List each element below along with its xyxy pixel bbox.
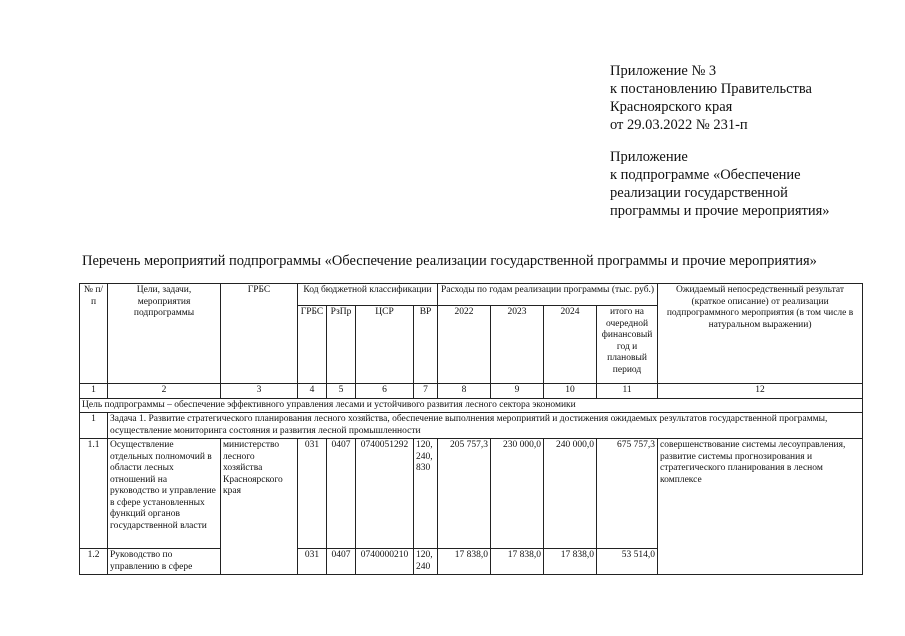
column-number: 2 [108,384,221,399]
row-2022: 205 757,3 [438,439,491,549]
row-name: Руководство по управлению в сфере [108,549,221,575]
table-row [80,439,863,549]
approval-line: к постановлению Правительства [610,81,812,97]
row-2023: 17 838,0 [491,549,544,575]
header-grbs-code: ГРБС [298,306,327,384]
approval-line: программы и прочие мероприятия» [610,203,830,219]
header-goals: Цели, задачи, мероприятия подпрограммы [108,284,221,384]
goal-row [80,398,863,413]
task-num: 1 [80,413,108,439]
header-vr: ВР [414,306,438,384]
column-number: 3 [221,384,298,399]
column-number: 8 [438,384,491,399]
row-2024: 17 838,0 [544,549,597,575]
approval-line: Приложение [610,149,688,165]
row-vr: 120, 240, 830 [414,439,438,549]
approval-line: Красноярского края [610,99,733,115]
row-total: 53 514,0 [597,549,658,575]
header-2023: 2023 [491,306,544,384]
row-result: совершенствование системы лесоуправления, развитие системы прогнозирования и стратегического планирования в лесном комплексе [658,439,863,575]
column-number: 7 [414,384,438,399]
row-grbs: 031 [298,549,327,575]
row-rzpr: 0407 [327,439,356,549]
row-grbs-name: министерство лесного хозяйства Красноярского края [221,439,298,575]
header-csr: ЦСР [356,306,414,384]
header-rzpr: РзПр [327,306,356,384]
row-2023: 230 000,0 [491,439,544,549]
approval-line: к подпрограмме «Обеспечение [610,167,801,183]
document-title: Перечень мероприятий подпрограммы «Обеспечение реализации государственной программы и прочие мероприятия» [82,253,817,269]
row-vr: 120, 240 [414,549,438,575]
column-number: 9 [491,384,544,399]
row-grbs: 031 [298,439,327,549]
column-number: 11 [597,384,658,399]
task-text: Задача 1. Развитие стратегического планирования лесного хозяйства, обеспечение выполнения мероприятий и достижения ожидаемых результатов государственной программы, осуществление мониторинга состояния и развития лесной промышленности [108,413,863,439]
task-row [80,413,863,439]
header-2024: 2024 [544,306,597,384]
header-expenses: Расходы по годам реализации программы (тыс. руб.) [438,284,658,306]
approval-line: от 29.03.2022 № 231-п [610,117,748,133]
column-number: 12 [658,384,863,399]
row-rzpr: 0407 [327,549,356,575]
row-csr: 0740000210 [356,549,414,575]
column-number: 10 [544,384,597,399]
header-budget-code: Код бюджетной классификации [298,284,438,306]
header-num: № п/п [80,284,108,384]
column-number: 6 [356,384,414,399]
approval-line: Приложение № 3 [610,63,717,79]
row-num: 1.1 [80,439,108,549]
column-number: 1 [80,384,108,399]
approval-block-resolution [610,62,812,134]
goal-text: Цель подпрограммы – обеспечение эффективного управления лесами и устойчивого развития лесного сектора экономики [80,398,863,413]
column-number-row [80,384,863,399]
approval-line: реализации государственной [610,185,788,201]
row-csr: 0740051292 [356,439,414,549]
row-2024: 240 000,0 [544,439,597,549]
row-name: Осуществление отдельных полномочий в области лесных отношений на руководство и управление в сфере установленных функций органов государственной власти [108,439,221,549]
column-number: 5 [327,384,356,399]
header-total: итого на очередной финансовый год и плановый период [597,306,658,384]
header-grbs: ГРБС [221,284,298,384]
column-number: 4 [298,384,327,399]
row-total: 675 757,3 [597,439,658,549]
approval-block-subprogram [610,148,830,220]
header-result: Ожидаемый непосредственный результат (краткое описание) от реализации подпрограммного мероприятия (в том числе в натуральном выражении) [658,284,863,384]
header-row-1 [80,284,863,306]
row-num: 1.2 [80,549,108,575]
header-2022: 2022 [438,306,491,384]
row-2022: 17 838,0 [438,549,491,575]
measures-table [79,283,863,575]
